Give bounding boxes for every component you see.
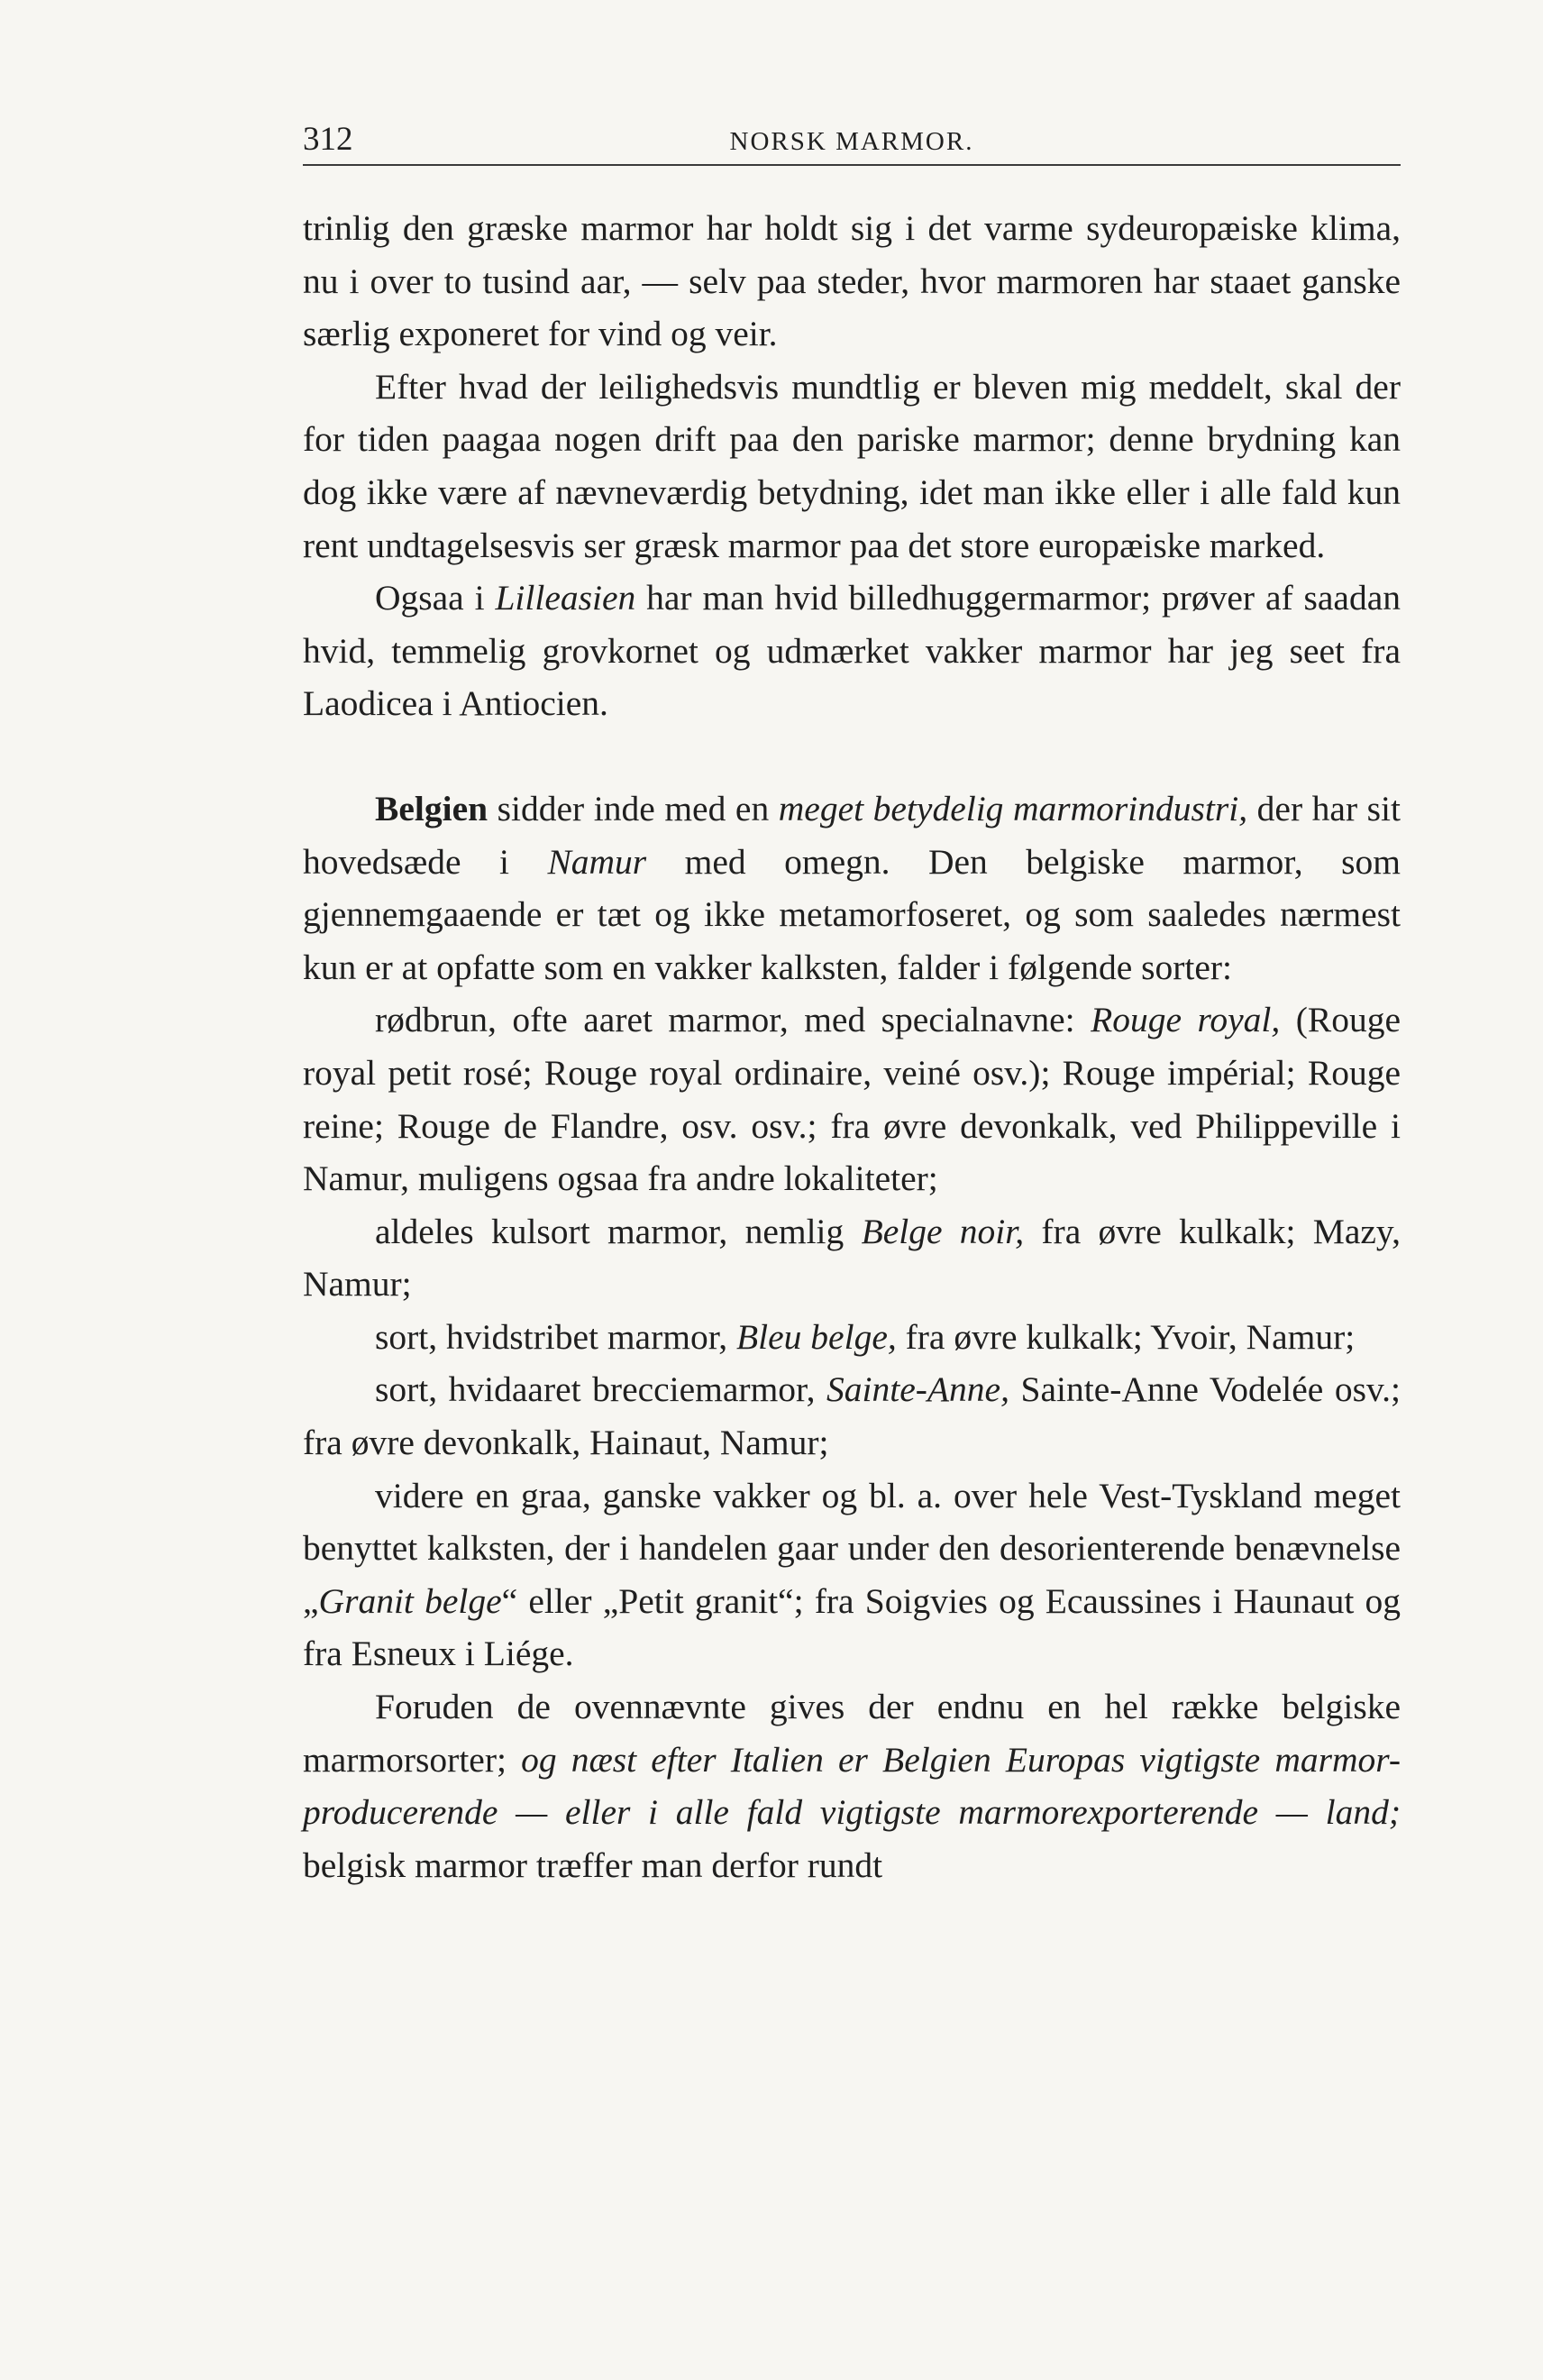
text-run: sort, hvidstribet marmor, — [375, 1316, 737, 1357]
text-run: rødbrun, ofte aaret marmor, med specialnavne: — [375, 1000, 1091, 1040]
book-page — [303, 115, 1401, 1891]
text-run: belgisk marmor træffer man derfor rundt — [303, 1844, 883, 1885]
paragraph — [303, 1205, 1401, 1311]
paragraph — [303, 1311, 1401, 1364]
text-run: sort, hvidaaret brecciemarmor, — [375, 1369, 827, 1410]
text-run: fra øvre kulkalk; Yvoir, Namur; — [896, 1316, 1356, 1357]
paragraph — [303, 1469, 1401, 1680]
text-run: har man hvid billedhuggermarmor; prøver af saadan hvid, temmelig grovkornet og udmærket vakker marmor har jeg seet fra Laodicea i Antiocien. — [303, 578, 1401, 724]
running-title: NORSK MARMOR. — [729, 127, 974, 156]
paragraph — [303, 361, 1401, 572]
paragraph — [303, 202, 1401, 361]
page-header — [303, 115, 1401, 166]
text-run: fra øvre kulkalk; Mazy, Namur; — [303, 1211, 1401, 1304]
text-run: Ogsaa i — [375, 578, 496, 618]
text-run: videre en graa, ganske vakker og bl. a. over hele Vest-Tyskland meget benyttet kalksten, der i handelen gaar under den desorienterende benævnelse „ — [303, 1475, 1401, 1621]
text-run: (Rouge royal petit rosé; Rouge royal ordinaire, veiné osv.); Rouge impérial; Rouge reine; Rouge de Flandre, osv. osv.; fra øvre devonkalk, ved Philippeville i Namur, muligens ogsaa fra andre lokaliteter; — [303, 1000, 1401, 1199]
bold-text: Belgien — [375, 788, 488, 828]
italic-text: Namur — [547, 841, 647, 882]
paragraph — [303, 783, 1401, 993]
paragraph — [303, 993, 1401, 1204]
text-run: “ eller „Petit granit“; fra Soigvies og Ecaussines i Haunaut og fra Esneux i Liége. — [303, 1580, 1401, 1674]
text-run: Foruden de ovennævnte gives der endnu en hel række belgiske marmorsorter; — [303, 1687, 1401, 1780]
text-run: sidder inde med en — [488, 788, 779, 828]
italic-text: Sainte-Anne, — [826, 1369, 1009, 1410]
italic-text: Granit belge — [318, 1580, 502, 1621]
paragraph — [303, 572, 1401, 730]
text-run: med omegn. Den belgiske marmor, som gjennemgaaende er tæt og ikke metamorfoseret, og som saaledes nærmest kun er at opfatte som en vakker kalksten, falder i følgende sorter: — [303, 841, 1401, 987]
text-run: der har sit hovedsæde i — [303, 788, 1401, 882]
paragraph — [303, 1680, 1401, 1891]
paragraph — [303, 1363, 1401, 1469]
page-number: 312 — [303, 121, 353, 158]
text-run: aldeles kulsort marmor, nemlig — [375, 1211, 862, 1251]
text-run: Efter hvad der leilighedsvis mundtlig er bleven mig meddelt, skal der for tiden paagaa nogen drift paa den pariske marmor; denne brydning kan dog ikke være af nævneværdig betydning, idet man ikke eller i alle fald kun rent undtagelsesvis ser græsk marmor paa det store europæiske marked. — [303, 366, 1401, 565]
italic-text: Rouge royal, — [1091, 1000, 1281, 1040]
text-run: trinlig den græske marmor har holdt sig i det varme sydeuropæiske klima, nu i over to tusind aar, — selv paa steder, hvor marmoren har staaet ganske særlig exponeret for vind og veir. — [303, 208, 1401, 354]
italic-text: Belge noir, — [861, 1211, 1025, 1251]
italic-text: meget betydelig marmorindustri, — [778, 788, 1248, 828]
text-run: Sainte-Anne Vodelée osv.; fra øvre devonkalk, Hainaut, Namur; — [303, 1369, 1401, 1463]
italic-text: og næst efter Italien er Belgien Europas vigtigste marmor-producerende — eller i alle fald vigtigste marmorexporterende — land; — [303, 1739, 1401, 1833]
italic-text: Bleu belge, — [736, 1316, 897, 1357]
body-text — [303, 202, 1401, 1891]
italic-text: Lilleasien — [495, 578, 636, 618]
